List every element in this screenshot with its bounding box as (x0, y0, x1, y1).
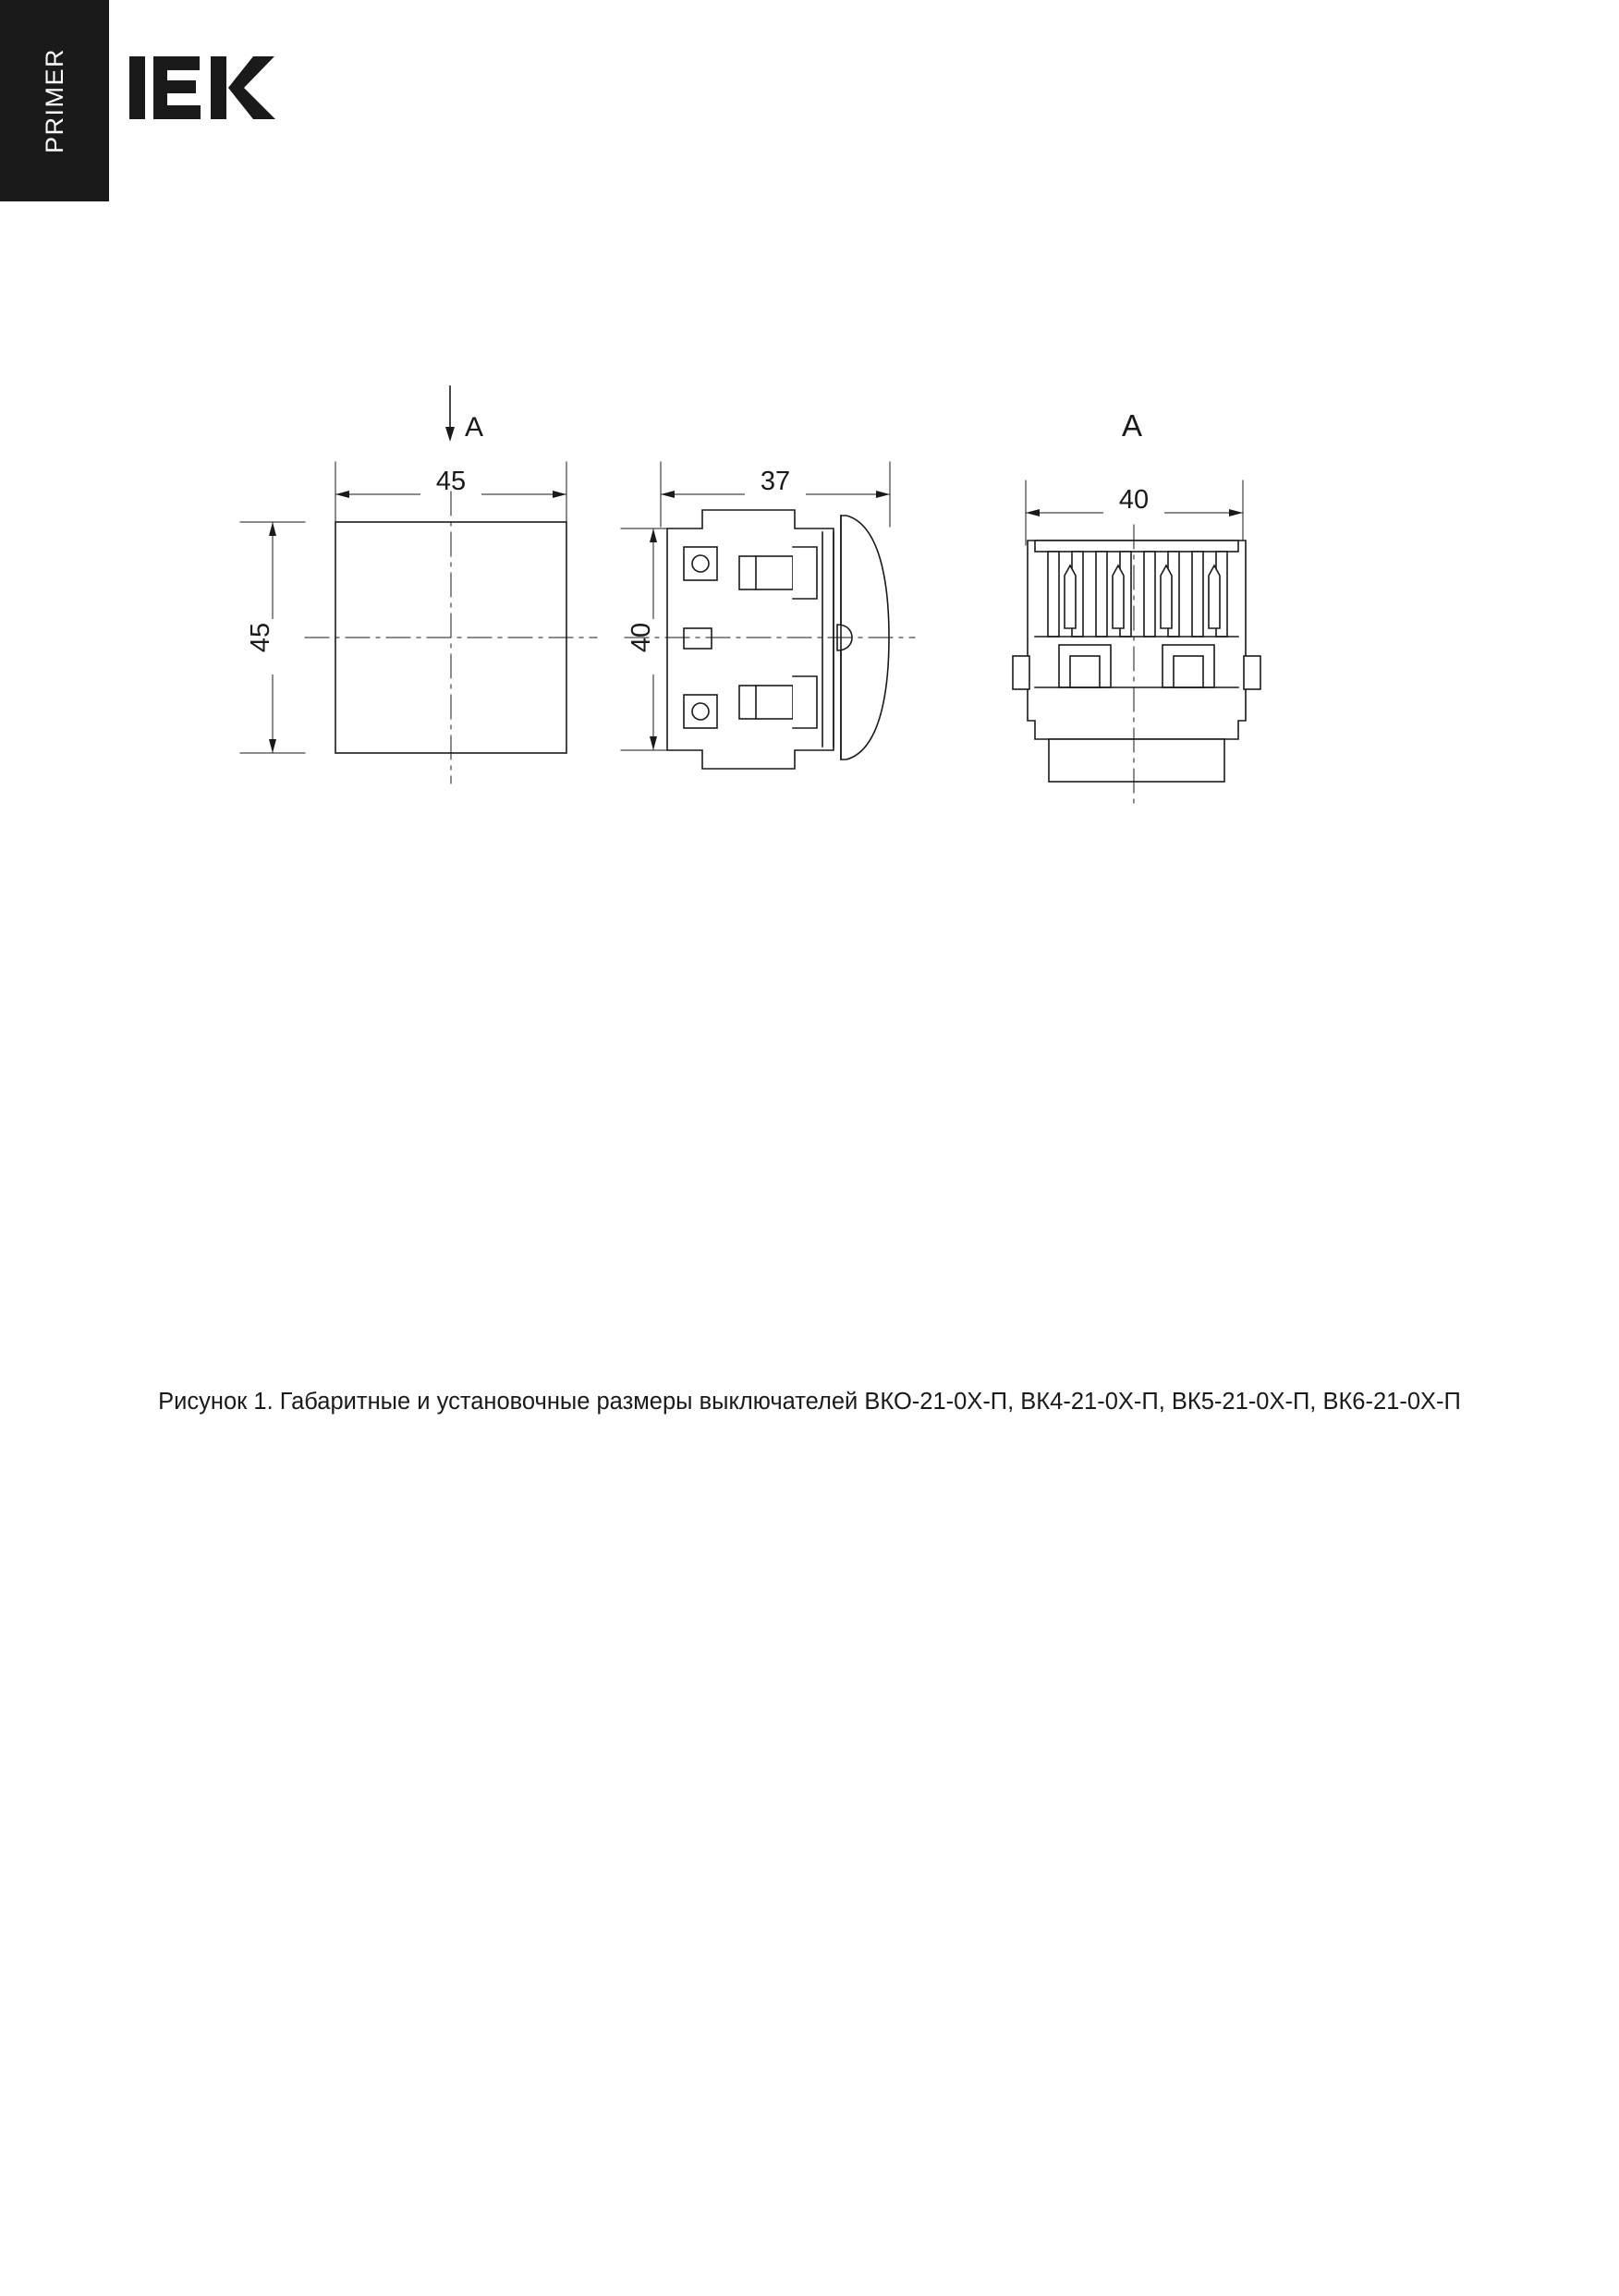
svg-text:40: 40 (1118, 485, 1150, 515)
front-view-group (240, 386, 597, 784)
svg-text:A: A (465, 412, 484, 443)
svg-text:45: 45 (246, 622, 275, 653)
svg-text:37: 37 (760, 467, 791, 496)
header-black-band (0, 0, 109, 201)
series-label: PRIMER (40, 48, 68, 154)
svg-text:45: 45 (435, 467, 467, 496)
svg-text:40: 40 (627, 622, 656, 653)
technical-drawing (0, 351, 1619, 998)
section-view-group (1013, 408, 1260, 806)
iek-logo (129, 51, 277, 125)
side-view-group (621, 462, 915, 769)
figure-caption: Рисунок 1. Габаритные и установочные размеры выключателей ВКО-21-0Х-П, ВК4-21-0Х-П, ВК5-21-0Х-П, ВК6-21-0Х-П (158, 1389, 1461, 1415)
svg-text:A: A (1121, 408, 1143, 443)
